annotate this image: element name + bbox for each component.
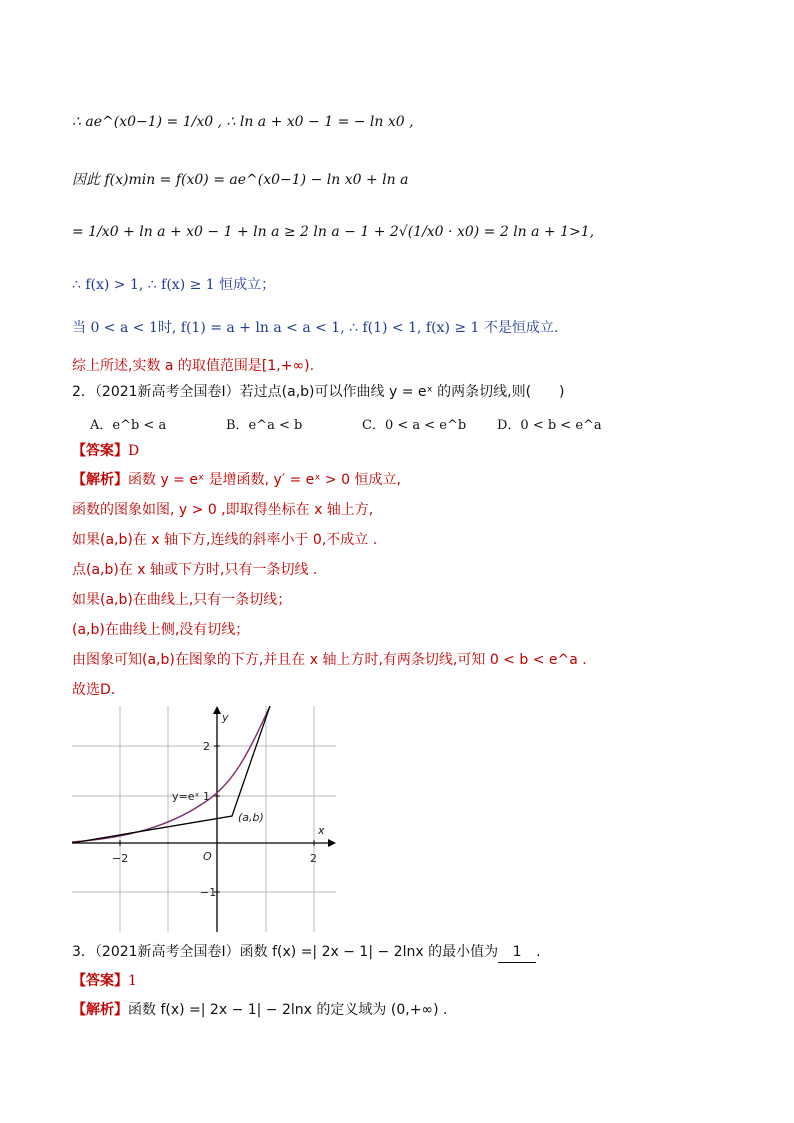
x-axis-label: x xyxy=(318,824,325,837)
derivation-line-4: ∴ f(x) > 1, ∴ f(x) ≥ 1 恒成立； xyxy=(72,277,276,293)
x-tick-2: 2 xyxy=(310,852,317,865)
solution-line-8: 故选D． xyxy=(72,682,125,698)
y-tick-1: 1 xyxy=(203,790,210,803)
option-d: D．0 < b < e^a xyxy=(497,418,602,433)
x-tick-neg2: −2 xyxy=(112,852,129,865)
x-axis-arrow xyxy=(328,839,336,847)
answer-2 xyxy=(72,441,139,461)
solution-line-1 xyxy=(72,470,401,490)
solution-3-tag: 【解析】 xyxy=(72,1002,128,1018)
option-b: B．e^a < b xyxy=(226,418,303,433)
answer-3-tag: 【答案】 xyxy=(72,973,128,989)
derivation-line-3: = 1/x0 + ln a + x0 − 1 + ln a ≥ 2 ln a − 1 + 2√(1/x0 · x0) = 2 ln a + 1>1, xyxy=(72,224,595,240)
y-axis-label: y xyxy=(222,711,229,724)
answer-tag: 【答案】 xyxy=(72,443,128,459)
solution-line-2: 函数的图象如图, y > 0 ,即取得坐标在 x 轴上方, xyxy=(72,502,374,518)
solution-line-7: 由图象可知(a,b)在图象的下方,并且在 x 轴上方时,有两条切线,可知 0 < b < e^a . xyxy=(72,652,587,668)
solution-line-3: 如果(a,b)在 x 轴下方,连线的斜率小于 0,不成立 . xyxy=(72,532,378,548)
origin-label: O xyxy=(203,850,212,863)
question-3-text: 3．（2021新高考全国卷Ⅰ）函数 f(x) =| 2x − 1| − 2lnx 的最小值为 xyxy=(72,944,499,960)
solution-line-6: (a,b)在曲线上侧,没有切线； xyxy=(72,622,250,638)
point-label: (a,b) xyxy=(238,811,264,824)
answer-3 xyxy=(72,971,137,991)
answer-value: D xyxy=(128,443,140,459)
question-2: 2．（2021新高考全国卷Ⅰ）若过点(a,b)可以作曲线 y = eˣ 的两条切线,则( ) xyxy=(72,384,565,400)
option-a: A．e^b < a xyxy=(90,418,167,433)
question-3: 3．（2021新高考全国卷Ⅰ）函数 f(x) =| 2x − 1| − 2lnx 的最小值为 1 . xyxy=(72,942,541,963)
y-tick-2: 2 xyxy=(203,740,210,753)
option-c: C．0 < a < e^b xyxy=(362,418,467,433)
question-3-blank: 1 xyxy=(498,942,536,963)
derivation-line-1: ∴ ae^(x0−1) = 1/x0 , ∴ ln a + x0 − 1 = − ln x0 , xyxy=(72,114,414,130)
solution-3-text: 函数 f(x) =| 2x − 1| − 2lnx 的定义域为 (0,+∞) . xyxy=(128,1002,448,1018)
solution-tag: 【解析】 xyxy=(72,472,128,488)
answer-3-value: 1 xyxy=(128,973,137,989)
y-axis-arrow xyxy=(213,706,221,714)
solution-line-5: 如果(a,b)在曲线上,只有一条切线； xyxy=(72,592,292,608)
conclusion-line: 综上所述,实数 a 的取值范围是[1,+∞). xyxy=(72,358,315,374)
solution-text-1: 函数 y = eˣ 是增函数, y′ = eˣ > 0 恒成立, xyxy=(128,472,401,488)
derivation-line-2: 因此 f(x)min = f(x0) = ae^(x0−1) − ln x0 + ln a xyxy=(72,172,409,188)
curve-label: y=eˣ xyxy=(172,790,200,803)
y-tick-neg1: −1 xyxy=(200,886,217,899)
derivation-line-5: 当 0 < a < 1时, f(1) = a + ln a < a < 1, ∴ f(1) < 1, f(x) ≥ 1 不是恒成立. xyxy=(72,320,559,336)
exponential-graph xyxy=(72,706,336,932)
solution-3 xyxy=(72,1000,447,1020)
solution-line-4: 点(a,b)在 x 轴或下方时,只有一条切线 . xyxy=(72,562,318,578)
